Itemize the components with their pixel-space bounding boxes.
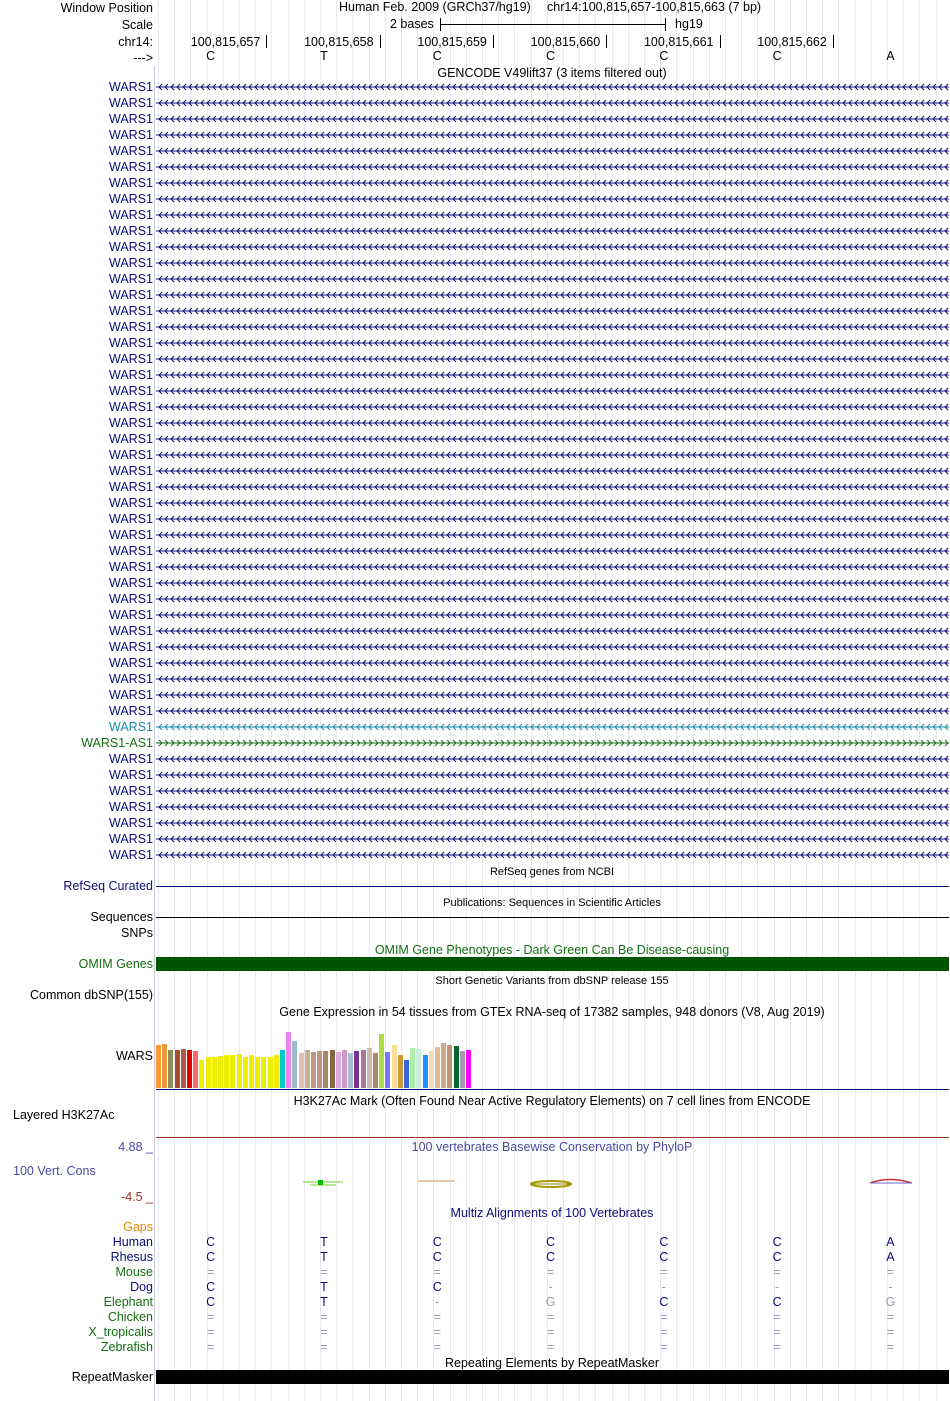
gencode-gene-label[interactable]: WARS1 xyxy=(109,512,153,526)
multiz-base: = xyxy=(773,1265,781,1279)
multiz-species-label[interactable]: Chicken xyxy=(107,1310,153,1324)
gencode-gene-label[interactable]: WARS1 xyxy=(109,672,153,686)
gencode-gene-label[interactable]: WARS1 xyxy=(109,704,153,718)
gencode-gene-label[interactable]: WARS1 xyxy=(109,816,153,830)
gencode-gene-label[interactable]: WARS1 xyxy=(109,496,153,510)
gencode-gene-label[interactable]: WARS1 xyxy=(109,160,153,174)
dbsnp-track-title[interactable]: Short Genetic Variants from dbSNP release 155 xyxy=(435,975,669,987)
gencode-gene-label[interactable]: WARS1 xyxy=(109,336,153,350)
gtex-track-title[interactable]: Gene Expression in 54 tissues from GTEx RNA-seq of 17382 samples, 948 donors (V8, Aug 2019) xyxy=(279,1005,825,1019)
multiz-base: C xyxy=(772,1235,782,1249)
gencode-gene-label[interactable]: WARS1 xyxy=(109,768,153,782)
multiz-base: = xyxy=(660,1340,668,1354)
base-letter: A xyxy=(886,49,895,63)
base-letter: T xyxy=(320,49,328,63)
multiz-base: = xyxy=(206,1325,215,1339)
multiz-species-label[interactable]: Elephant xyxy=(103,1295,153,1309)
phylop-label[interactable]: 100 Vert. Cons xyxy=(13,1164,96,1178)
multiz-species-label[interactable]: Dog xyxy=(130,1280,153,1294)
gencode-gene-label[interactable]: WARS1 xyxy=(109,528,153,542)
multiz-base: C xyxy=(206,1280,216,1294)
assembly-text: Human Feb. 2009 (GRCh37/hg19) xyxy=(339,0,531,14)
multiz-base: A xyxy=(886,1250,895,1264)
multiz-base: = xyxy=(206,1265,215,1279)
multiz-base: = xyxy=(660,1310,668,1324)
gencode-gene-label[interactable]: WARS1 xyxy=(109,464,153,478)
gencode-gene-label[interactable]: WARS1 xyxy=(109,576,153,590)
gencode-gene-label[interactable]: WARS1 xyxy=(109,624,153,638)
multiz-base: = xyxy=(546,1310,555,1324)
coordinate-label: 100,815,659 xyxy=(417,35,487,49)
gencode-gene-label[interactable]: WARS1 xyxy=(109,368,153,382)
multiz-base: = xyxy=(206,1340,215,1354)
multiz-base: T xyxy=(320,1295,328,1309)
pubs-sequences-label[interactable]: Sequences xyxy=(90,910,153,924)
repeat-track-title[interactable]: Repeating Elements by RepeatMasker xyxy=(444,1356,659,1370)
gencode-gene-label[interactable]: WARS1 xyxy=(109,640,153,654)
gencode-gene-label[interactable]: WARS1 xyxy=(109,448,153,462)
multiz-species-label[interactable]: Zebrafish xyxy=(100,1340,153,1354)
multiz-base: = xyxy=(433,1325,441,1339)
multiz-base: - xyxy=(548,1280,553,1294)
coordinate-label: 100,815,662 xyxy=(757,35,827,49)
multiz-base: C xyxy=(206,1250,216,1264)
multiz-species-label[interactable]: Human xyxy=(112,1235,153,1249)
gencode-gene-label[interactable]: WARS1 xyxy=(109,272,153,286)
gencode-gene-label[interactable]: WARS1 xyxy=(109,112,153,126)
multiz-base: T xyxy=(320,1235,328,1249)
scale-db: hg19 xyxy=(675,17,703,31)
strand-label: ---> xyxy=(133,51,153,65)
multiz-base: = xyxy=(433,1265,441,1279)
multiz-base: = xyxy=(660,1325,668,1339)
chrom-label: chr14: xyxy=(118,35,153,49)
phylop-glyph-a xyxy=(870,1180,912,1184)
gencode-gene-label[interactable]: WARS1 xyxy=(109,128,153,142)
multiz-base: = xyxy=(433,1340,441,1354)
gencode-gene-label[interactable]: WARS1 xyxy=(109,208,153,222)
multiz-base: C xyxy=(659,1250,669,1264)
gtex-label[interactable]: WARS xyxy=(115,1049,153,1063)
h3k27-track-title[interactable]: H3K27Ac Mark (Often Found Near Active Regulatory Elements) on 7 cell lines from ENCODE xyxy=(293,1094,811,1108)
position-text: chr14:100,815,657-100,815,663 (7 bp) xyxy=(547,0,762,14)
gencode-gene-label[interactable]: WARS1 xyxy=(109,288,153,302)
base-letter: C xyxy=(659,49,669,63)
gencode-gene-label[interactable]: WARS1 xyxy=(109,592,153,606)
gencode-gene-label[interactable]: WARS1 xyxy=(109,352,153,366)
gencode-gene-label[interactable]: WARS1-AS1 xyxy=(81,736,153,750)
base-letter: C xyxy=(546,49,556,63)
multiz-base: = xyxy=(886,1340,895,1354)
gencode-gene-label[interactable]: WARS1 xyxy=(109,416,153,430)
coordinate-label: 100,815,661 xyxy=(643,35,714,49)
multiz-base: C xyxy=(546,1250,556,1264)
multiz-base: = xyxy=(546,1340,555,1354)
multiz-base: - xyxy=(775,1280,780,1294)
omim-label[interactable]: OMIM Genes xyxy=(78,957,153,971)
multiz-base: - xyxy=(435,1295,440,1309)
coordinate-label: 100,815,658 xyxy=(304,35,374,49)
base-letter: C xyxy=(206,49,216,63)
gencode-gene-label[interactable]: WARS1 xyxy=(109,320,153,334)
gencode-gene-label[interactable]: WARS1 xyxy=(109,240,153,254)
multiz-base: = xyxy=(773,1325,781,1339)
gencode-gene-label[interactable]: WARS1 xyxy=(109,720,153,734)
gencode-gene-label[interactable]: WARS1 xyxy=(109,400,153,414)
gencode-gene-label[interactable]: WARS1 xyxy=(109,432,153,446)
multiz-base: C xyxy=(659,1235,669,1249)
gencode-gene-label[interactable]: WARS1 xyxy=(109,144,153,158)
h3k27-label[interactable]: Layered H3K27Ac xyxy=(13,1108,115,1122)
gencode-gene-label[interactable]: WARS1 xyxy=(109,224,153,238)
phylop-track-title[interactable]: 100 vertebrates Basewise Conservation by PhyloP xyxy=(411,1140,693,1154)
pubs-snps-label[interactable]: SNPs xyxy=(121,926,153,940)
refseq-label[interactable]: RefSeq Curated xyxy=(63,879,153,893)
gencode-gene-label[interactable]: WARS1 xyxy=(109,560,153,574)
multiz-base: = xyxy=(773,1340,781,1354)
phylop-max-label: 4.88 _ xyxy=(118,1140,153,1154)
scale-text: 2 bases xyxy=(390,17,434,31)
multiz-base: T xyxy=(320,1280,328,1294)
multiz-base: = xyxy=(886,1325,895,1339)
multiz-base: C xyxy=(206,1235,216,1249)
multiz-species-label[interactable]: X_tropicalis xyxy=(88,1325,153,1339)
phylop-glyph-t xyxy=(303,1180,343,1185)
multiz-base: C xyxy=(432,1280,442,1294)
multiz-base: T xyxy=(320,1250,328,1264)
repeat-label[interactable]: RepeatMasker xyxy=(71,1370,153,1384)
omim-track-title[interactable]: OMIM Gene Phenotypes - Dark Green Can Be Disease-causing xyxy=(374,943,730,957)
multiz-base: = xyxy=(773,1310,781,1324)
multiz-gaps-label[interactable]: Gaps xyxy=(123,1220,153,1234)
multiz-base: A xyxy=(886,1235,895,1249)
gencode-gene-label[interactable]: WARS1 xyxy=(109,304,153,318)
gencode-gene-label[interactable]: WARS1 xyxy=(109,384,153,398)
gencode-gene-label[interactable]: WARS1 xyxy=(109,256,153,270)
refseq-track-title[interactable]: RefSeq genes from NCBI xyxy=(489,866,615,878)
multiz-base: C xyxy=(772,1250,782,1264)
multiz-base: = xyxy=(320,1340,328,1354)
multiz-base: = xyxy=(886,1265,895,1279)
base-letter: C xyxy=(772,49,782,63)
multiz-base: = xyxy=(206,1310,215,1324)
gencode-gene-label[interactable]: WARS1 xyxy=(109,656,153,670)
dbsnp-label[interactable]: Common dbSNP(155) xyxy=(30,988,153,1002)
gencode-gene-label[interactable]: WARS1 xyxy=(109,80,153,94)
window-position-label: Window Position xyxy=(60,1,153,15)
multiz-base: - xyxy=(661,1280,666,1294)
gencode-gene-label[interactable]: WARS1 xyxy=(109,176,153,190)
multiz-base: = xyxy=(433,1310,441,1324)
multiz-base: = xyxy=(886,1310,895,1324)
multiz-base: G xyxy=(545,1295,556,1309)
gencode-gene-label[interactable]: WARS1 xyxy=(109,752,153,766)
gencode-gene-label[interactable]: WARS1 xyxy=(109,784,153,798)
gencode-gene-label[interactable]: WARS1 xyxy=(109,192,153,206)
multiz-species-label[interactable]: Mouse xyxy=(115,1265,153,1279)
multiz-base: = xyxy=(546,1325,555,1339)
gencode-gene-label[interactable]: WARS1 xyxy=(109,480,153,494)
gencode-gene-label[interactable]: WARS1 xyxy=(109,96,153,110)
multiz-track-title[interactable]: Multiz Alignments of 100 Vertebrates xyxy=(450,1206,654,1220)
multiz-base: C xyxy=(432,1235,442,1249)
multiz-base: C xyxy=(206,1295,216,1309)
multiz-species-label[interactable]: Rhesus xyxy=(110,1250,153,1264)
phylop-min-label: -4.5 _ xyxy=(121,1190,153,1204)
scale-label: Scale xyxy=(121,18,153,32)
coordinate-label: 100,815,657 xyxy=(190,35,261,49)
gencode-gene-label[interactable]: WARS1 xyxy=(109,544,153,558)
repeat-feature-bar[interactable] xyxy=(156,1370,949,1384)
multiz-base: C xyxy=(772,1295,782,1309)
multiz-base: C xyxy=(659,1295,669,1309)
multiz-base: = xyxy=(546,1265,555,1279)
gencode-gene-label[interactable]: WARS1 xyxy=(109,832,153,846)
multiz-base: C xyxy=(546,1235,556,1249)
base-letter: C xyxy=(432,49,442,63)
gencode-gene-label[interactable]: WARS1 xyxy=(109,608,153,622)
phylop-glyph-c2 xyxy=(530,1181,572,1187)
coordinate-label: 100,815,660 xyxy=(530,35,601,49)
pubs-track-title[interactable]: Publications: Sequences in Scientific Articles xyxy=(443,897,661,909)
multiz-base: = xyxy=(320,1265,328,1279)
multiz-base: - xyxy=(888,1280,893,1294)
multiz-base: G xyxy=(885,1295,896,1309)
gencode-gene-label[interactable]: WARS1 xyxy=(109,800,153,814)
gencode-track-title[interactable]: GENCODE V49lift37 (3 items filtered out) xyxy=(437,66,667,80)
gencode-gene-label[interactable]: WARS1 xyxy=(109,688,153,702)
multiz-base: = xyxy=(320,1310,328,1324)
label-column-separator xyxy=(154,66,155,1401)
multiz-base: C xyxy=(432,1250,442,1264)
multiz-base: = xyxy=(660,1265,668,1279)
gencode-gene-label[interactable]: WARS1 xyxy=(109,848,153,862)
multiz-base: = xyxy=(320,1325,328,1339)
